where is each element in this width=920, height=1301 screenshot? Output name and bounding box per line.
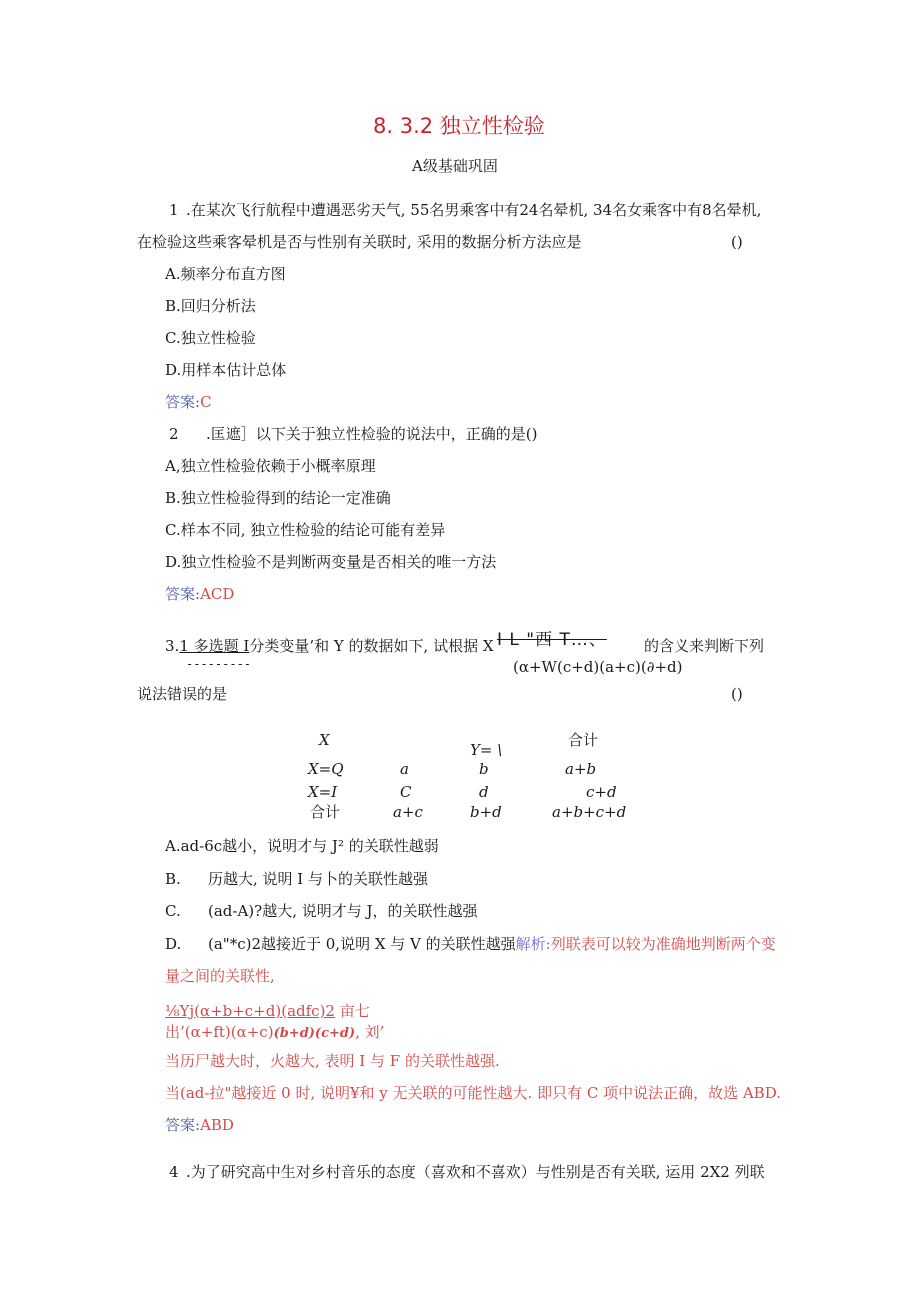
question-number: 1: [169, 201, 179, 219]
question-stem-part: 分类变量’和 Y 的数据如下, 试根据 X: [249, 637, 494, 655]
option-d-line: [208, 935, 776, 953]
option-b-label: B.: [165, 870, 181, 888]
answer-line: [165, 585, 234, 603]
table-cell: C: [400, 783, 412, 801]
table-cell: X=Q: [308, 760, 344, 778]
option-c-label: C.: [165, 902, 181, 920]
option-a: A.频率分布直方图: [165, 265, 286, 283]
option-a: A,独立性检验依赖于小概率原理: [165, 457, 376, 475]
answer-value: ACD: [200, 585, 235, 603]
option-d: D.独立性检验不是判断两变量是否相关的唯一方法: [165, 553, 497, 571]
question-stem: .匡遮］以下关于独立性检验的说法中，正确的是(): [206, 425, 538, 443]
formula-part: 亩七: [339, 1002, 370, 1020]
option-d: D.用样本估计总体: [165, 361, 287, 379]
table-header-x: X: [319, 731, 330, 749]
question-stem: .为了研究高中生对乡村音乐的态度（喜欢和不喜欢）与性别是否有关联, 运用 2X2 列联: [186, 1163, 765, 1181]
question-number: 4: [169, 1163, 179, 1181]
analysis-formula-top: [165, 1002, 370, 1020]
answer-value: ABD: [200, 1116, 234, 1134]
page-title: 8. 3.2 独立性检验: [373, 114, 545, 138]
question-stem-line1: [165, 637, 494, 655]
table-cell: a+b: [565, 760, 597, 778]
option-b-text: 历越大, 说明 I 与卜的关联性越强: [208, 870, 428, 888]
analysis-text: 当历尸越大时，火越大, 表明 I 与 F 的关联性越强.: [165, 1052, 500, 1070]
table-header-total: 合计: [568, 731, 599, 749]
answer-bracket: (): [731, 685, 743, 703]
option-c: C.独立性检验: [165, 329, 256, 347]
table-cell: a+b+c+d: [552, 803, 627, 821]
dash-line: ---------: [186, 657, 252, 671]
option-d-label: D.: [165, 935, 182, 953]
table-cell: b: [479, 760, 489, 778]
table-cell: 合计: [310, 803, 341, 821]
answer-label: 答案:: [165, 1116, 201, 1134]
answer-label: 答案:: [165, 393, 201, 411]
analysis-label: 解析:: [515, 935, 551, 953]
answer-line: [165, 1116, 234, 1134]
formula-part: (b+d)(c+d): [273, 1026, 356, 1041]
answer-value: C: [200, 393, 212, 411]
option-a: A.ad-6c越小，说明才与 J² 的关联性越弱: [165, 837, 439, 855]
option-c: C.样本不同, 独立性检验的结论可能有差异: [165, 521, 446, 539]
table-cell: b+d: [470, 803, 502, 821]
answer-line: [165, 393, 212, 411]
question-number: 3.: [165, 637, 180, 655]
analysis-formula-bottom: [165, 1023, 384, 1042]
formula-denominator: (α+W(c+d)(a+c)(∂+d): [513, 658, 683, 676]
question-stem-line1: .在某次飞行航程中遭遇恶劣天气, 55名男乘客中有24名晕机, 34名女乘客中有8名晕机,: [186, 201, 762, 219]
analysis-text: 量之间的关联性,: [165, 967, 275, 985]
formula-part: , 刘’: [355, 1023, 385, 1041]
option-b: B.回归分析法: [165, 297, 256, 315]
analysis-text: 当(ad-拉"越接近 0 时, 说明¥和 y 无关联的可能性越大. 即只有 C 项中说法正确，故选 ABD.: [165, 1084, 781, 1102]
answer-bracket: (): [731, 233, 743, 251]
analysis-text: 列联表可以较为准确地判断两个变: [550, 935, 776, 953]
answer-label: 答案:: [165, 585, 201, 603]
table-cell: d: [479, 783, 489, 801]
option-c-text: (ad-A)?越大, 说明才与 J，的关联性越强: [208, 902, 478, 920]
question-stem-part: 的含义来判断下列: [644, 637, 765, 655]
formula-part: ⅛Yj(α+b+c+d)(adfc)2: [165, 1002, 335, 1020]
question-tag: 1 多选题 I: [179, 637, 250, 655]
table-header-y: Y= \: [470, 741, 503, 759]
option-b: B.独立性检验得到的结论一定准确: [165, 489, 391, 507]
option-d-text: (a"*c)2越接近于 0,说明 X 与 V 的关联性越强: [208, 935, 516, 953]
question-stem-line2: 说法错误的是: [137, 685, 228, 703]
table-cell: a: [400, 760, 409, 778]
table-cell: c+d: [586, 783, 617, 801]
table-cell: X=I: [308, 783, 338, 801]
formula-numerator: I L "西 T…、: [497, 630, 607, 650]
table-cell: a+c: [393, 803, 423, 821]
question-number: 2: [169, 425, 179, 443]
formula-part: 出’(α+ft)(α+c): [165, 1023, 274, 1041]
section-subtitle: A级基础巩固: [412, 157, 498, 175]
question-stem-line2: 在检验这些乘客晕机是否与性别有关联时, 采用的数据分析方法应是: [137, 233, 582, 251]
